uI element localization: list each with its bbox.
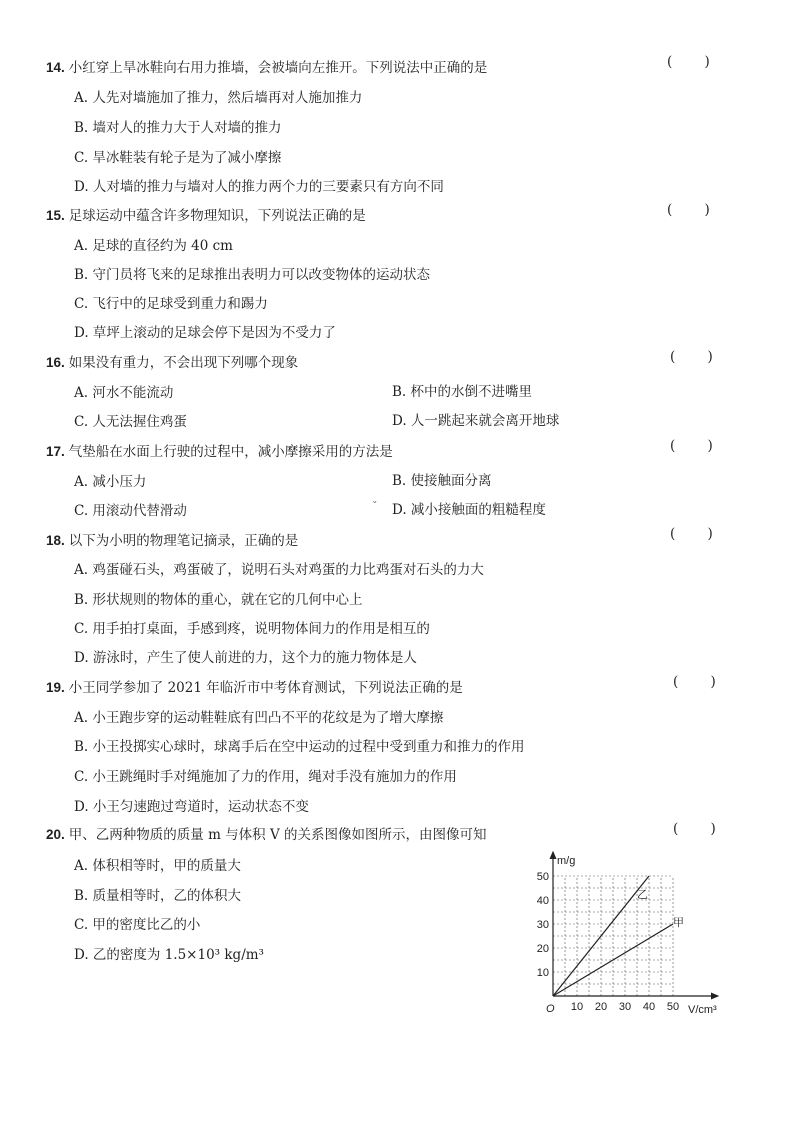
option-b: B. 使接触面分离 xyxy=(392,473,492,489)
question-text: 足球运动中蕴含许多物理知识，下列说法正确的是 xyxy=(68,208,366,224)
option-a: A. 河水不能流动 xyxy=(74,385,174,401)
answer-bracket: ( ) xyxy=(667,202,724,218)
question-number: 16. xyxy=(46,355,65,370)
option-d: D. 乙的密度为 1.5×10³ kg/m³ xyxy=(74,947,264,963)
series-label: 甲 xyxy=(673,917,684,929)
question-number: 18. xyxy=(46,533,65,548)
option-d: D. 草坪上滚动的足球会停下是因为不受力了 xyxy=(74,325,336,341)
y-tick-labels xyxy=(537,871,549,979)
mass-volume-graph xyxy=(528,848,728,1020)
x-axis-label: V/cm³ xyxy=(688,1004,717,1016)
question-number: 17. xyxy=(46,444,65,459)
option-d: D. 人一跳起来就会离开地球 xyxy=(392,413,560,429)
series-label: 乙 xyxy=(637,889,648,901)
option-a: A. 小王跑步穿的运动鞋鞋底有凹凸不平的花纹是为了增大摩擦 xyxy=(74,710,444,726)
option-c: C. 小王跳绳时手对绳施加了力的作用，绳对手没有施加力的作用 xyxy=(74,769,457,785)
y-tick-label: 20 xyxy=(536,943,549,955)
y-tick-label: 30 xyxy=(536,919,549,931)
x-tick-label: 10 xyxy=(570,1001,584,1013)
stray-mark: ˇ xyxy=(372,500,378,513)
x-tick-label: 30 xyxy=(618,1001,632,1013)
question-17-stem xyxy=(46,440,393,460)
answer-bracket: ( ) xyxy=(670,349,727,365)
origin-label: O xyxy=(546,1003,555,1015)
option-b: B. 杯中的水倒不进嘴里 xyxy=(392,384,533,400)
option-c: C. 用滚动代替滑动 xyxy=(74,503,187,519)
option-b: B. 形状规则的物体的重心，就在它的几何中心上 xyxy=(74,592,363,608)
question-text: 如果没有重力，不会出现下列哪个现象 xyxy=(68,355,299,371)
question-text: 小红穿上旱冰鞋向右用力推墙，会被墙向左推开。下列说法中正确的是 xyxy=(68,60,488,76)
option-a: A. 足球的直径约为 40 cm xyxy=(74,238,233,254)
question-number: 19. xyxy=(46,680,65,695)
option-d: D. 减小接触面的粗糙程度 xyxy=(392,502,546,518)
option-b: B. 墙对人的推力大于人对墙的推力 xyxy=(74,120,282,136)
option-d: D. 小王匀速跑过弯道时，运动状态不变 xyxy=(74,799,309,815)
option-c: C. 飞行中的足球受到重力和踢力 xyxy=(74,296,268,312)
question-number: 14. xyxy=(46,60,65,75)
question-18-stem xyxy=(46,529,298,549)
option-a: A. 体积相等时，甲的质量大 xyxy=(74,858,241,874)
option-a: A. 鸡蛋碰石头，鸡蛋破了，说明石头对鸡蛋的力比鸡蛋对石头的力大 xyxy=(74,562,484,578)
question-number: 15. xyxy=(46,208,65,223)
answer-bracket: ( ) xyxy=(670,526,727,542)
x-tick-labels xyxy=(571,1001,679,1013)
question-14-stem xyxy=(46,56,487,76)
option-b: B. 小王投掷实心球时，球离手后在空中运动的过程中受到重力和推力的作用 xyxy=(74,739,525,755)
question-text: 气垫船在水面上行驶的过程中，减小摩擦采用的方法是 xyxy=(68,444,393,460)
answer-bracket: ( ) xyxy=(673,821,730,837)
option-b: B. 质量相等时，乙的体积大 xyxy=(74,888,242,904)
question-text: 以下为小明的物理笔记摘录，正确的是 xyxy=(68,533,299,549)
option-c: C. 旱冰鞋装有轮子是为了减小摩擦 xyxy=(74,150,282,166)
option-d: D. 人对墙的推力与墙对人的推力两个力的三要素只有方向不同 xyxy=(74,179,444,195)
question-text: 甲、乙两种物质的质量 m 与体积 V 的关系图像如图所示，由图像可知 xyxy=(68,827,487,843)
option-c: C. 甲的密度比乙的小 xyxy=(74,917,201,933)
question-20-stem xyxy=(46,823,487,843)
option-c: C. 人无法握住鸡蛋 xyxy=(74,414,187,430)
answer-bracket: ( ) xyxy=(673,674,730,690)
x-tick-label: 50 xyxy=(666,1001,680,1013)
option-d: D. 游泳时，产生了使人前进的力，这个力的施力物体是人 xyxy=(74,650,417,666)
y-axis-label: m/g xyxy=(557,855,576,867)
question-number: 20. xyxy=(46,827,65,842)
y-tick-label: 40 xyxy=(536,895,549,907)
y-tick-label: 50 xyxy=(536,871,549,883)
y-tick-label: 10 xyxy=(536,967,549,979)
grid xyxy=(553,876,673,996)
question-15-stem xyxy=(46,204,366,224)
option-a: A. 减小压力 xyxy=(74,474,147,490)
answer-bracket: ( ) xyxy=(670,438,727,454)
question-text: 小王同学参加了 2021 年临沂市中考体育测试，下列说法正确的是 xyxy=(68,680,463,696)
option-c: C. 用手拍打桌面，手感到疼，说明物体间力的作用是相互的 xyxy=(74,621,430,637)
x-tick-label: 20 xyxy=(594,1001,608,1013)
option-b: B. 守门员将飞来的足球推出表明力可以改变物体的运动状态 xyxy=(74,267,431,283)
x-tick-label: 40 xyxy=(642,1001,656,1013)
question-16-stem xyxy=(46,351,298,371)
question-19-stem xyxy=(46,676,463,696)
answer-bracket: ( ) xyxy=(667,54,724,70)
option-a: A. 人先对墙施加了推力，然后墙再对人施加推力 xyxy=(74,90,363,106)
